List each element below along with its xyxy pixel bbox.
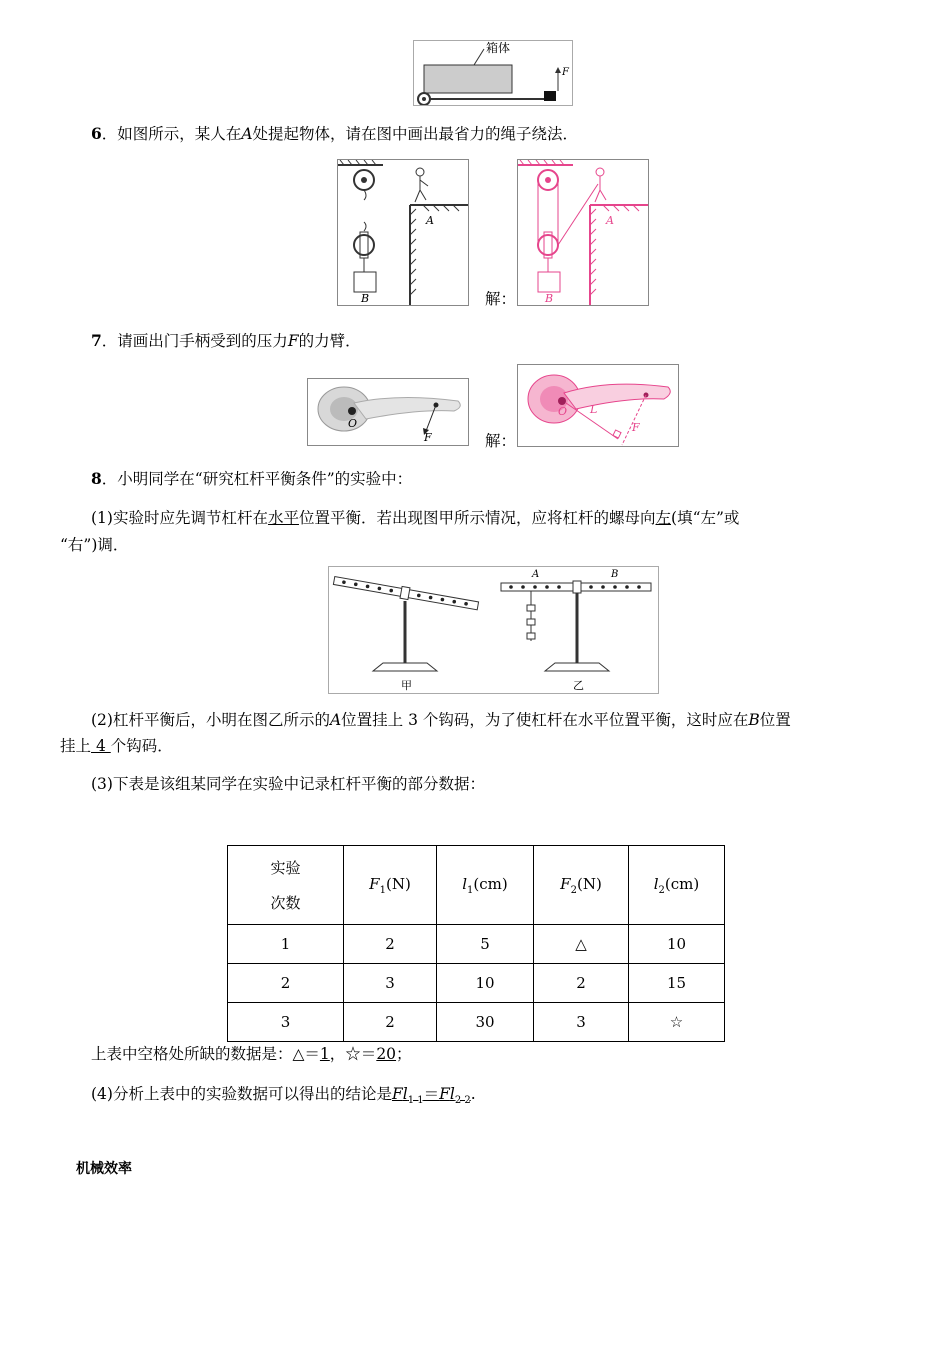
header-f1: $F_1(N)$ [344,846,437,925]
lever-data-table [227,845,725,1042]
lever-label-b: B [611,569,619,580]
lever-figure [328,566,659,694]
answer-triangle: 1 [319,1045,330,1063]
q6-label-a: A [426,214,434,227]
header-f2: $F_2(N)$ [534,846,629,925]
table-row: 3 2 30 3 ☆ [228,1003,725,1042]
q8-part2-line2: 挂上 4 个钩码． [60,737,173,755]
q6-answer-label: 解： [485,290,517,308]
box-figure [413,40,573,106]
q7-figure [307,378,469,446]
force-label: F [562,67,569,78]
q7-number: 7 [91,331,102,350]
lever-caption-jia: 甲 [401,679,412,692]
q7-answer-figure [517,364,679,447]
header-l1: $l_1(cm)$ [437,846,534,925]
q6-text: 6．如图所示，某人在A处提起物体，请在图中画出最省力的绳子绕法． [91,124,579,143]
section-title: 机械效率 [76,1161,132,1177]
q7-answer-label-l: L [590,403,598,416]
q8-part1-line1: (1)实验时应先调节杠杆在水平位置平衡．若出现图甲所示情况，应将杠杆的螺母向左(填“左”或 [91,509,740,527]
header-trial: 实验 次数 [228,846,344,925]
q8-part3-answer: 上表中空格处所缺的数据是：△＝1，☆＝20； [91,1045,412,1063]
q8-intro: 8．小明同学在“研究杠杆平衡条件”的实验中： [91,469,413,488]
q6-answer-figure [517,159,649,306]
q8-answer-left: 左 [655,509,672,527]
q7-label-o: O [348,417,358,430]
box-label: 箱体 [486,41,511,55]
q7-answer-label-o: O [558,405,568,418]
q8-part4: (4)分析上表中的实验数据可以得出的结论是$Fl_{1 1}=Fl_{2 2}$. [91,1085,476,1107]
q6-answer-label-a: A [606,214,614,227]
q8-answer-level: 水平 [267,509,299,527]
q8-part3: (3)下表是该组某同学在实验中记录杠杆平衡的部分数据： [91,775,485,793]
q7-label-f: F [424,431,432,444]
table-row: 2 3 10 2 15 [228,964,725,1003]
header-l2: $l_2(cm)$ [629,846,725,925]
lever-label-a: A [532,569,540,580]
q6-answer-label-b: B [545,292,554,305]
answer-star: 20 [376,1045,397,1063]
q6-figure [337,159,469,306]
q8-number: 8 [91,469,102,488]
table-header-row [228,846,725,925]
q8-part2-line1: (2)杠杆平衡后，小明在图乙所示的A位置挂上 3 个钩码，为了使杠杆在水平位置平衡，这时应在B位置 [91,711,791,729]
q8-answer-four: 4 [91,737,111,755]
q6-number: 6 [91,124,102,143]
conclusion-formula: $Fl_{1 1}=Fl_{2 2}$ [391,1085,471,1107]
q6-label-b: B [361,292,370,305]
table-row: 1 2 5 △ 10 [228,925,725,964]
q7-text: 7．请画出门手柄受到的压力F的力臂． [91,331,361,350]
lever-caption-yi: 乙 [573,679,584,692]
q7-answer-label: 解： [485,432,517,450]
q7-answer-label-f: F [632,421,640,434]
q8-part1-line2: “右”)调． [60,536,129,554]
